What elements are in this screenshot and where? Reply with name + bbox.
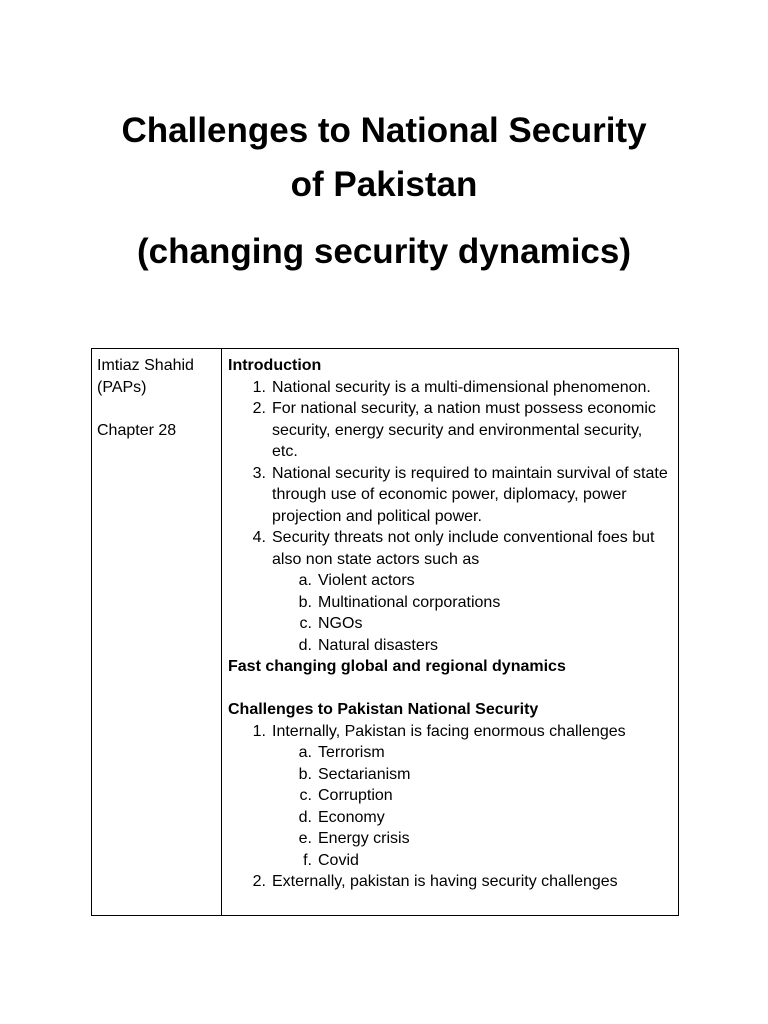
list-item: 2. For national security, a nation must possess economic security, energy security and environmental security, etc. [252, 400, 656, 460]
sub-list-item: c. Corruption [299, 787, 393, 804]
sub-list-item: f. Covid [303, 851, 359, 869]
document-title-line-1: Challenges to National Security [121, 111, 647, 150]
list-item: 3. National security is required to maintain survival of state through use of economic power, diplomacy, power projection and political power. [252, 464, 668, 525]
document-subtitle: (changing security dynamics) [136, 232, 632, 271]
chapter-label: Chapter 28 [97, 421, 177, 439]
external-challenges-list [228, 871, 678, 893]
author-abbrev: (PAPs) [97, 378, 147, 396]
author-name: Imtiaz Shahid [97, 357, 194, 374]
internal-challenges-list [228, 742, 678, 871]
sub-list-item: c. NGOs [299, 615, 363, 632]
sub-list-item: a. Terrorism [298, 744, 385, 761]
sub-list-item: b. Multinational corporations [298, 593, 501, 611]
notes-column [222, 349, 678, 915]
sub-list-item: d. Economy [298, 808, 385, 826]
sub-list-item: d. Natural disasters [298, 636, 439, 654]
sub-list-item: b. Sectarianism [298, 765, 411, 783]
notes-table [91, 348, 679, 916]
sub-list-item: e. Energy crisis [298, 830, 410, 847]
list-item: 2. Externally, pakistan is having security challenges [252, 873, 618, 890]
non-state-actors-list [228, 570, 678, 656]
document-title-line-2: of Pakistan [290, 165, 478, 204]
introduction-heading: Introduction [228, 357, 322, 374]
list-item: 4. Security threats not only include conventional foes but also non state actors such as [252, 529, 655, 568]
list-item: 1. National security is a multi-dimensional phenomenon. [252, 378, 651, 396]
introduction-list [228, 377, 678, 571]
sub-list-item: a. Violent actors [298, 572, 415, 589]
list-item: 1. Internally, Pakistan is facing enormous challenges [252, 722, 626, 740]
dynamics-heading: Fast changing global and regional dynamics [228, 658, 566, 675]
source-column [92, 349, 222, 915]
challenges-heading: Challenges to Pakistan National Security [228, 701, 539, 718]
challenges-list [228, 721, 678, 743]
